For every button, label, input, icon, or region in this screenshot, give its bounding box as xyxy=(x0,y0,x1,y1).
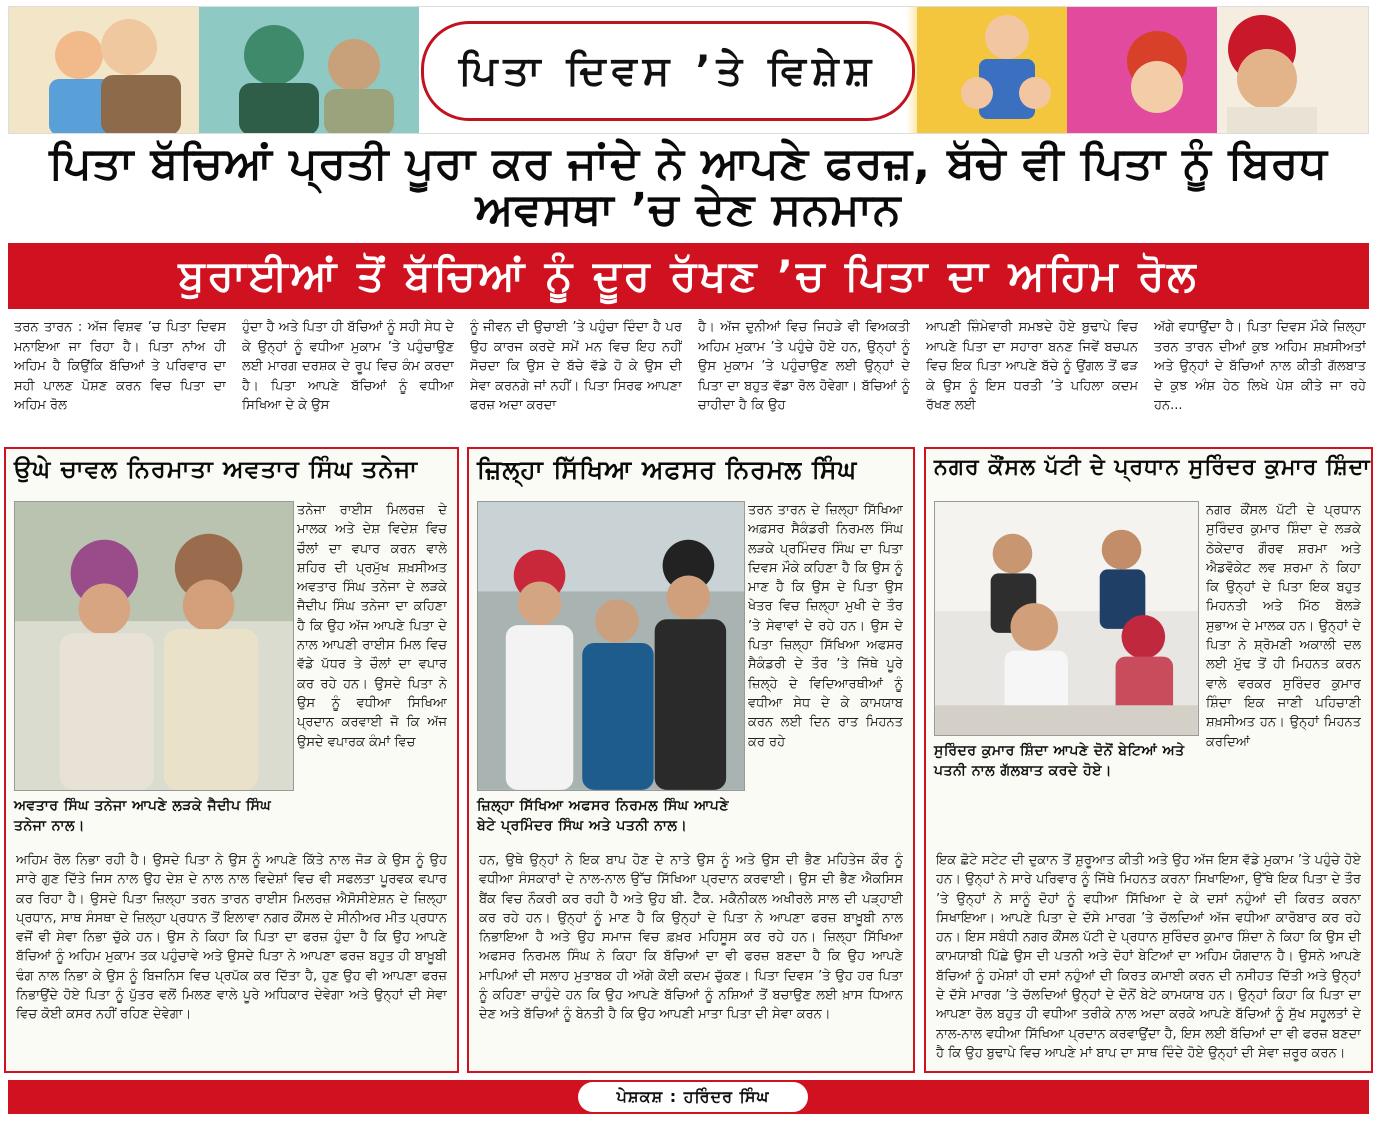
intro-column: ਹੁੰਦਾ ਹੈ ਅਤੇ ਪਿਤਾ ਹੀ ਬੱਚਿਆਂ ਨੂੰ ਸਹੀ ਸੇਧ ਦੇ ਕੇ ਉਨ੍ਹਾਂ ਨੂੰ ਵਧੀਆ ਮੁਕਾਮ ’ਤੇ ਪਹੁੰਚਾਉਣ ਲਈ ਮਾਰਗ ਦਰਸ਼ਕ ਦੇ ਰੂਪ ਵਿਚ ਕੰਮ ਕਰਦਾ ਹੈ। ਪਿਤਾ ਆਪਣੇ ਬੱਚਿਆਂ ਨੂੰ ਵਧੀਆ ਸਿਖਿਆ ਦੇ ਕੇ ਉਸ xyxy=(242,320,454,413)
footer-bar xyxy=(8,1080,1369,1114)
banner-left-illustration xyxy=(9,7,419,134)
photo-caption: ਸੁਰਿੰਦਰ ਕੁਮਾਰ ਸ਼ਿੰਦਾ ਆਪਣੇ ਦੋਨੋਂ ਬੇਟਿਆਂ ਅਤੇ ਪਤਨੀ ਨਾਲ ਗੱਲਬਾਤ ਕਰਦੇ ਹੋਏ। xyxy=(934,743,1185,779)
story-box-nirmal-singh xyxy=(467,447,915,1073)
intro-column: ਆਪਣੀ ਜ਼ਿੰਮੇਵਾਰੀ ਸਮਝਦੇ ਹੋਏ ਬੁਢਾਪੇ ਵਿਚ ਆਪਣੇ ਪਿਤਾ ਦਾ ਸਹਾਰਾ ਬਨਣ ਜਿਵੇਂ ਬਚਪਨ ਵਿਚ ਇਕ ਪਿਤਾ ਆਪਣੇ ਬੱਚੇ ਨੂੰ ਉਂਗਲ ਤੋਂ ਫੜ ਕੇ ਉਸ ਨੂੰ ਇਸ ਧਰਤੀ ’ਤੇ ਪਹਿਲਾ ਕਦਮ ਰੱਖਣ ਲਈ xyxy=(926,320,1138,413)
banner-title: ਪਿਤਾ ਦਿਵਸ ’ਤੇ ਵਿਸ਼ੇਸ਼ xyxy=(458,48,878,94)
story-body-text: ਹਨ, ਉਥੇ ਉਨ੍ਹਾਂ ਨੇ ਇਕ ਬਾਪ ਹੋਣ ਦੇ ਨਾਤੇ ਉਸ ਨੂੰ ਅਤੇ ਉਸ ਦੀ ਭੈਣ ਮਹਿਤੇਜ ਕੌਰ ਨੂੰ ਵਧੀਆ ਸੰਸਕਾਰਾਂ ਦੇ ਨਾਲ-ਨਾਲ ਉੱਚ ਸਿੱਖਿਆ ਪ੍ਰਦਾਨ ਕਰਵਾਈ। ਉਸ ਦੀ ਭੈਣ ਐਕਸਿਸ ਬੈਂਕ ਵਿਚ ਨੌਕਰੀ ਕਰ ਰਹੀ ਹੈ ਅਤੇ ਉਹ ਬੀ. ਟੈੱਕ. ਮਕੈਨੀਕਲ ਅਖੀਰਲੇ ਸਾਲ ਦੀ ਪੜ੍ਹਾਈ ਕਰ ਰਹੇ ਹਨ। ਉਨ੍ਹਾਂ ਨੂੰ ਮਾਣ ਹੈ ਕਿ ਉਨ੍ਹਾਂ ਦੇ ਪਿਤਾ ਨੇ ਆਪਣਾ ਫਰਜ਼ ਬਾਖ਼ੂਬੀ ਨਾਲ ਨਿਭਾਇਆ ਹੈ ਅਤੇ ਉਹ ਸਮਾਜ ਵਿਚ ਫ਼ਖ਼ਰ ਮਹਿਸੂਸ ਕਰ ਰਹੇ ਹਨ। ਜ਼ਿਲ੍ਹਾ ਸਿੱਖਿਆ ਅਫਸਰ ਨਿਰਮਲ ਸਿੰਘ ਨੇ ਕਿਹਾ ਕਿ ਬੱਚਿਆਂ ਦਾ ਵੀ ਫਰਜ਼ ਬਣਦਾ ਹੈ ਕਿ ਉਹ ਆਪਣੇ ਮਾਪਿਆਂ ਦੀ ਸਲਾਹ ਮੁਤਾਬਕ ਹੀ ਅੱਗੇ ਕੋਈ ਕਦਮ ਚੁੱਕਣ। ਪਿਤਾ ਦਿਵਸ ’ਤੇ ਉਹ ਹਰ ਪਿਤਾ ਨੂੰ ਕਹਿਣਾ ਚਾਹੁੰਦੇ ਹਨ ਕਿ ਉਹ ਆਪਣੇ ਬੱਚਿਆਂ ਨੂੰ ਨਸ਼ਿਆਂ ਤੋਂ ਬਚਾਉਣ ਲਈ ਖ਼ਾਸ ਧਿਆਨ ਦੇਣ ਅਤੇ ਬੱਚਿਆਂ ਨੂੰ ਬੇਨਤੀ ਹੈ ਕਿ ਉਹ ਆਪਣੀ ਮਾਤਾ ਪਿਤਾ ਦੀ ਸੇਵਾ ਕਰਨ। xyxy=(479,853,903,1023)
banner-title-frame xyxy=(421,21,915,121)
story-title: ਜ਼ਿਲ੍ਹਾ ਸਿੱਖਿਆ ਅਫਸਰ ਨਿਰਮਲ ਸਿੰਘ xyxy=(477,455,858,484)
photo-shinda-family xyxy=(934,501,1199,736)
story-body-text: ਅਹਿਮ ਰੋਲ ਨਿਭਾ ਰਹੀ ਹੈ। ਉਸਦੇ ਪਿਤਾ ਨੇ ਉਸ ਨੂੰ ਆਪਣੇ ਕਿੱਤੇ ਨਾਲ ਜੋੜ ਕੇ ਉਸ ਨੂੰ ਉਹ ਸਾਰੇ ਗੁਣ ਦਿੱਤੇ ਜਿਸ ਨਾਲ ਉਹ ਦੇਸ਼ ਦੇ ਨਾਲ ਨਾਲ ਵਿਦੇਸ਼ਾਂ ਵਿਚ ਵੀ ਸਫਲਤਾ ਪੂਰਵਕ ਵਪਾਰ ਕਰ ਰਿਹਾ ਹੈ। ਉਸਦੇ ਪਿਤਾ ਜ਼ਿਲ੍ਹਾ ਤਰਨ ਤਾਰਨ ਰਾਈਸ ਮਿਲਰਜ਼ ਐਸੋਸੀਏਸ਼ਨ ਦੇ ਜ਼ਿਲ੍ਹਾ ਪ੍ਰਧਾਨ, ਸਾਥ ਸੰਸਥਾ ਦੇ ਜ਼ਿਲ੍ਹਾ ਪ੍ਰਧਾਨ ਤੋਂ ਇਲਾਵਾ ਨਗਰ ਕੌਂਸਲ ਦੇ ਸੀਨੀਅਰ ਮੀਤ ਪ੍ਰਧਾਨ ਵਜੋਂ ਵੀ ਸੇਵਾ ਨਿਭਾ ਚੁੱਕੇ ਹਨ। ਉਸ ਨੇ ਕਿਹਾ ਕਿ ਪਿਤਾ ਦਾ ਫਰਜ਼ ਹੁੰਦਾ ਹੈ ਕਿ ਉਹ ਆਪਣੇ ਬੱਚਿਆਂ ਨੂੰ ਅਹਿਮ ਮੁਕਾਮ ਤਕ ਪਹੁੰਚਾਵੇ ਅਤੇ ਉਸਦੇ ਪਿਤਾ ਨੇ ਆਪਣਾ ਫਰਜ਼ ਬਹੁਤ ਹੀ ਬਾਖ਼ੂਬੀ ਢੰਗ ਨਾਲ ਨਿਭਾ ਕੇ ਉਸ ਨੂੰ ਬਿਜਨਿਸ ਵਿਚ ਪ੍ਰਪੱਕ ਕਰ ਦਿੱਤਾ ਹੈ, ਹੁਣ ਉਹ ਵੀ ਆਪਣਾ ਫਰਜ਼ ਨਿਭਾਉਂਦੇ ਹੋਏ ਪਿਤਾ ਨੂੰ ਪੁੱਤਰ ਵਲੋਂ ਮਿਲਣ ਵਾਲੇ ਪੂਰੇ ਅਧਿਕਾਰ ਦੇਵੇਗਾ ਅਤੇ ਉਨ੍ਹਾਂ ਦੀ ਸੇਵਾ ਵਿਚ ਕੋਈ ਕਸਰ ਨਹੀਂ ਰਹਿਣ ਦੇਵੇਗਾ। xyxy=(16,853,447,1023)
photo-nirmal-singh-family xyxy=(477,501,745,791)
story-upper xyxy=(6,501,457,846)
story-title: ਨਗਰ ਕੌਂਸਲ ਪੱਟੀ ਦੇ ਪ੍ਰਧਾਨ ਸੁਰਿੰਦਰ ਕੁਮਾਰ ਸ਼ਿੰਦਾ xyxy=(934,455,1371,480)
sub-headline: ਬੁਰਾਈਆਂ ਤੋਂ ਬੱਚਿਆਂ ਨੂੰ ਦੂਰ ਰੱਖਣ ’ਚ ਪਿਤਾ ਦਾ ਅਹਿਮ ਰੋਲ xyxy=(8,243,1369,309)
main-headline: ਪਿਤਾ ਬੱਚਿਆਂ ਪ੍ਰਤੀ ਪੂਰਾ ਕਰ ਜਾਂਦੇ ਨੇ ਆਪਣੇ ਫਰਜ਼, ਬੱਚੇ ਵੀ ਪਿਤਾ ਨੂੰ ਬਿਰਧ ਅਵਸਥਾ ’ਚ ਦੇਣ ਸਨਮਾਨ xyxy=(49,137,1328,235)
photo-taneja-father-son xyxy=(14,501,294,791)
story-upper xyxy=(926,501,1371,846)
story-side-text: ਤਨੇਜਾ ਰਾਈਸ ਮਿਲਰਜ਼ ਦੇ ਮਾਲਕ ਅਤੇ ਦੇਸ਼ ਵਿਦੇਸ਼ ਵਿਚ ਚੌਲਾਂ ਦਾ ਵਪਾਰ ਕਰਨ ਵਾਲੇ ਸ਼ਹਿਰ ਦੀ ਪ੍ਰਮੁੱਖ ਸ਼ਖ਼ਸੀਅਤ ਅਵਤਾਰ ਸਿੰਘ ਤਨੇਜਾ ਦੇ ਲੜਕੇ ਜੈਦੀਪ ਸਿੰਘ ਤਨੇਜਾ ਦਾ ਕਹਿਣਾ ਹੈ ਕਿ ਉਹ ਅੱਜ ਆਪਣੇ ਪਿਤਾ ਦੇ ਨਾਲ ਆਪਣੀ ਰਾਈਸ ਮਿਲ ਵਿਚ ਵੱਡੇ ਪੱਧਰ ਤੇ ਚੌਲਾਂ ਦਾ ਵਪਾਰ ਕਰ ਰਹੇ ਹਨ। ਉਸਦੇ ਪਿਤਾ ਨੇ ਉਸ ਨੂੰ ਵਧੀਆ ਸਿਖਿਆ ਪ੍ਰਦਾਨ ਕਰਵਾਈ ਜੋ ਕਿ ਅੱਜ ਉਸਦੇ ਵਪਾਰਕ ਕੰਮਾਂ ਵਿਚ xyxy=(297,503,447,750)
story-side-text: ਨਗਰ ਕੌਂਸਲ ਪੱਟੀ ਦੇ ਪ੍ਰਧਾਨ ਸੁਰਿੰਦਰ ਕੁਮਾਰ ਸ਼ਿੰਦਾ ਦੇ ਲੜਕੇ ਠੇਕੇਦਾਰ ਗੌਰਵ ਸ਼ਰਮਾ ਅਤੇ ਐਡਵੋਕੇਟ ਲਵ ਸ਼ਰਮਾ ਨੇ ਕਿਹਾ ਕਿ ਉਨ੍ਹਾਂ ਦੇ ਪਿਤਾ ਇਕ ਬਹੁਤ ਮਿਹਨਤੀ ਅਤੇ ਮਿੱਠ ਬੋਲੜੇ ਸੁਭਾਅ ਦੇ ਮਾਲਕ ਹਨ। ਉਨ੍ਹਾਂ ਦੇ ਪਿਤਾ ਨੇ ਸ਼੍ਰੋਮਣੀ ਅਕਾਲੀ ਦਲ ਲਈ ਮੁੱਢ ਤੋਂ ਹੀ ਮਿਹਨਤ ਕਰਨ ਵਾਲੇ ਵਰਕਰ ਸੁਰਿੰਦਰ ਕੁਮਾਰ ਸ਼ਿੰਦਾ ਇਕ ਜਾਣੀ ਪਹਿਚਾਣੀ ਸ਼ਖ਼ਸੀਅਤ ਹਨ। ਉਨ੍ਹਾਂ ਮਿਹਨਤ ਕਰਦਿਆਂ xyxy=(1206,503,1361,750)
footer-credit: ਪੇਸ਼ਕਸ਼ : ਹਰਿੰਦਰ ਸਿੰਘ xyxy=(578,1082,808,1112)
photo-caption: ਅਵਤਾਰ ਸਿੰਘ ਤਨੇਜਾ ਆਪਣੇ ਲੜਕੇ ਜੈਦੀਪ ਸਿੰਘ ਤਨੇਜਾ ਨਾਲ। xyxy=(14,798,272,834)
photo-caption: ਜ਼ਿਲ੍ਹਾ ਸਿੱਖਿਆ ਅਫਸਰ ਨਿਰਮਲ ਸਿੰਘ ਆਪਣੇ ਬੇਟੇ ਪ੍ਰਮਿੰਦਰ ਸਿੰਘ ਅਤੇ ਪਤਨੀ ਨਾਲ। xyxy=(477,798,729,834)
top-banner xyxy=(8,6,1369,134)
intro-column: ਨੂੰ ਜੀਵਨ ਦੀ ਉਚਾਈ ’ਤੇ ਪਹੁੰਚਾ ਦਿੰਦਾ ਹੈ ਪਰ ਉਹ ਕਾਰਜ ਕਰਦੇ ਸਮੇਂ ਮਨ ਵਿਚ ਇਹ ਨਹੀਂ ਸੋਚਦਾ ਕਿ ਉਸ ਦੇ ਬੱਚੇ ਵੱਡੇ ਹੋ ਕੇ ਉਸ ਦੀ ਸੇਵਾ ਕਰਨਗੇ ਜਾਂ ਨਹੀਂ। ਪਿਤਾ ਸਿਰਫ ਆਪਣਾ ਫਰਜ਼ ਅਦਾ ਕਰਦਾ xyxy=(470,320,682,413)
banner-right-illustration xyxy=(917,7,1369,134)
intro-text xyxy=(14,318,1366,438)
story-box-surinder-shinda xyxy=(924,447,1373,1073)
intro-column: ਅੱਗੇ ਵਧਾਉਂਦਾ ਹੈ। ਪਿਤਾ ਦਿਵਸ ਮੌਕੇ ਜ਼ਿਲ੍ਹਾ ਤਰਨ ਤਾਰਨ ਦੀਆਂ ਕੁਝ ਅਹਿਮ ਸ਼ਖ਼ਸੀਅਤਾਂ ਅਤੇ ਉਨ੍ਹਾਂ ਦੇ ਬੱਚਿਆਂ ਨਾਲ ਕੀਤੀ ਗੱਲਬਾਤ ਦੇ ਕੁਝ ਅੰਸ਼ ਹੇਠ ਲਿਖੇ ਪੇਸ਼ ਕੀਤੇ ਜਾ ਰਹੇ ਹਨ... xyxy=(1154,320,1366,413)
story-body-text: ਇਕ ਛੋਟੇ ਸਟੇਟ ਦੀ ਦੁਕਾਨ ਤੋਂ ਸ਼ੁਰੂਆਤ ਕੀਤੀ ਅਤੇ ਉਹ ਅੱਜ ਇਸ ਵੱਡੇ ਮੁਕਾਮ ’ਤੇ ਪਹੁੰਚੇ ਹੋਏ ਹਨ। ਉਨ੍ਹਾਂ ਨੇ ਸਾਰੇ ਪਰਿਵਾਰ ਨੂੰ ਜਿੱਥੇ ਮਿਹਨਤ ਕਰਨਾ ਸਿਖਾਇਆ, ਉੱਥੇ ਇਕ ਪਿਤਾ ਦੇ ਤੌਰ ’ਤੇ ਉਨ੍ਹਾਂ ਨੇ ਸਾਨੂੰ ਦੋਹਾਂ ਨੂੰ ਵਧੀਆ ਸਿੱਖਿਆ ਦੇ ਕੇ ਦਸਾਂ ਨਹੁੰਆਂ ਦੀ ਕਿਰਤ ਕਰਨਾ ਸਿਖਾਇਆ। ਆਪਣੇ ਪਿਤਾ ਦੇ ਦੱਸੇ ਮਾਰਗ ’ਤੇ ਚੱਲਦਿਆਂ ਅੱਜ ਵਧੀਆ ਕਾਰੋਬਾਰ ਕਰ ਰਹੇ ਹਨ। ਇਸ ਸਬੰਧੀ ਨਗਰ ਕੌਂਸਲ ਪੱਟੀ ਦੇ ਪ੍ਰਧਾਨ ਸੁਰਿੰਦਰ ਕੁਮਾਰ ਸ਼ਿੰਦਾ ਨੇ ਕਿਹਾ ਕਿ ਉਸ ਦੀ ਕਾਮਯਾਬੀ ਪਿੱਛੇ ਉਸ ਦੀ ਪਤਨੀ ਅਤੇ ਦੋਹਾਂ ਬੇਟਿਆਂ ਦਾ ਅਹਿਮ ਯੋਗਦਾਨ ਹੈ। ਉਸਨੇ ਆਪਣੇ ਬੱਚਿਆਂ ਨੂੰ ਹਮੇਸ਼ਾਂ ਹੀ ਦਸਾਂ ਨਹੁੰਆਂ ਦੀ ਕਿਰਤ ਕਮਾਈ ਕਰਨ ਦੀ ਨਸੀਹਤ ਦਿੱਤੀ ਅਤੇ ਉਨ੍ਹਾਂ ਦੇ ਦੱਸੇ ਮਾਰਗ ’ਤੇ ਚੱਲਦਿਆਂ ਉਨ੍ਹਾਂ ਦੇ ਦੋਨੋਂ ਬੇਟੇ ਕਾਮਯਾਬ ਹਨ। ਉਨ੍ਹਾਂ ਕਿਹਾ ਕਿ ਪਿਤਾ ਦਾ ਆਪਣਾ ਰੋਲ ਬਹੁਤ ਹੀ ਵਧੀਆ ਤਰੀਕੇ ਨਾਲ ਅਦਾ ਕਰਕੇ ਆਪਣੇ ਬੱਚਿਆਂ ਨੂੰ ਸੁੱਖ ਸਹੂਲਤਾਂ ਦੇ ਨਾਲ-ਨਾਲ ਵਧੀਆ ਸਿੱਖਿਆ ਪ੍ਰਦਾਨ ਕਰਵਾਉਂਦਾ ਹੈ, ਇਸ ਲਈ ਬੱਚਿਆਂ ਦਾ ਵੀ ਫਰਜ਼ ਬਣਦਾ ਹੈ ਕਿ ਉਹ ਬੁਢਾਪੇ ਵਿਚ ਆਪਣੇ ਮਾਂ ਬਾਪ ਦਾ ਸਾਥ ਦਿੰਦੇ ਹੋਏ ਉਨ੍ਹਾਂ ਦੀ ਸੇਵਾ ਜ਼ਰੂਰ ਕਰਨ। xyxy=(936,853,1361,1061)
story-side-text: ਤਰਨ ਤਾਰਨ ਦੇ ਜ਼ਿਲ੍ਹਾ ਸਿੱਖਿਆ ਅਫ਼ਸਰ ਸੈਕੰਡਰੀ ਨਿਰਮਲ ਸਿੰਘ ਲੜਕੇ ਪ੍ਰਮਿੰਦਰ ਸਿੰਘ ਦਾ ਪਿਤਾ ਦਿਵਸ ਮੌਕੇ ਕਹਿਣਾ ਹੈ ਕਿ ਉਸ ਨੂੰ ਮਾਣ ਹੈ ਕਿ ਉਸ ਦੇ ਪਿਤਾ ਉਸ ਖੇਤਰ ਵਿਚ ਜ਼ਿਲ੍ਹਾ ਮੁਖੀ ਦੇ ਤੌਰ ’ਤੇ ਸੇਵਾਵਾਂ ਦੇ ਰਹੇ ਹਨ। ਉਸ ਦੇ ਪਿਤਾ ਜ਼ਿਲ੍ਹਾ ਸਿੱਖਿਆ ਅਫਸਰ ਸੈਕੰਡਰੀ ਦੇ ਤੌਰ ’ਤੇ ਜਿੱਥੇ ਪੂਰੇ ਜ਼ਿਲ੍ਹੇ ਦੇ ਵਿਦਿਆਰਥੀਆਂ ਨੂੰ ਵਧੀਆ ਸੇਧ ਦੇ ਕੇ ਕਾਮਯਾਬ ਕਰਨ ਲਈ ਦਿਨ ਰਾਤ ਮਿਹਨਤ ਕਰ ਰਹੇ xyxy=(748,503,903,750)
story-title: ਉਘੇ ਚਾਵਲ ਨਿਰਮਾਤਾ ਅਵਤਾਰ ਸਿੰਘ ਤਨੇਜਾ xyxy=(14,455,418,483)
story-upper xyxy=(469,501,913,846)
story-box-taneja xyxy=(4,447,459,1073)
intro-column: ਤਰਨ ਤਾਰਨ : ਅੱਜ ਵਿਸ਼ਵ ’ਚ ਪਿਤਾ ਦਿਵਸ ਮਨਾਇਆ ਜਾ ਰਿਹਾ ਹੈ। ਪਿਤਾ ਨਾਂਅ ਹੀ ਅਹਿਮ ਹੈ ਕਿਉਂਕਿ ਬੱਚਿਆਂ ਤੇ ਪਰਿਵਾਰ ਦਾ ਸਹੀ ਪਾਲਣ ਪੋਸ਼ਣ ਕਰਨ ਵਿਚ ਪਿਤਾ ਦਾ ਅਹਿਮ ਰੋਲ xyxy=(14,320,226,413)
intro-column: ਹੈ। ਅੱਜ ਦੁਨੀਆਂ ਵਿਚ ਜਿਹੜੇ ਵੀ ਵਿਅਕਤੀ ਅਹਿਮ ਮੁਕਾਮ ’ਤੇ ਪਹੁੰਚੇ ਹੋਏ ਹਨ, ਉਨ੍ਹਾਂ ਨੂੰ ਉਸ ਮੁਕਾਮ ’ਤੇ ਪਹੁੰਚਾਉਣ ਲਈ ਉਨ੍ਹਾਂ ਦੇ ਪਿਤਾ ਦਾ ਬਹੁਤ ਵੱਡਾ ਰੋਲ ਹੋਵੇਗਾ। ਬੱਚਿਆਂ ਨੂੰ ਚਾਹੀਦਾ ਹੈ ਕਿ ਉਹ xyxy=(698,320,910,413)
